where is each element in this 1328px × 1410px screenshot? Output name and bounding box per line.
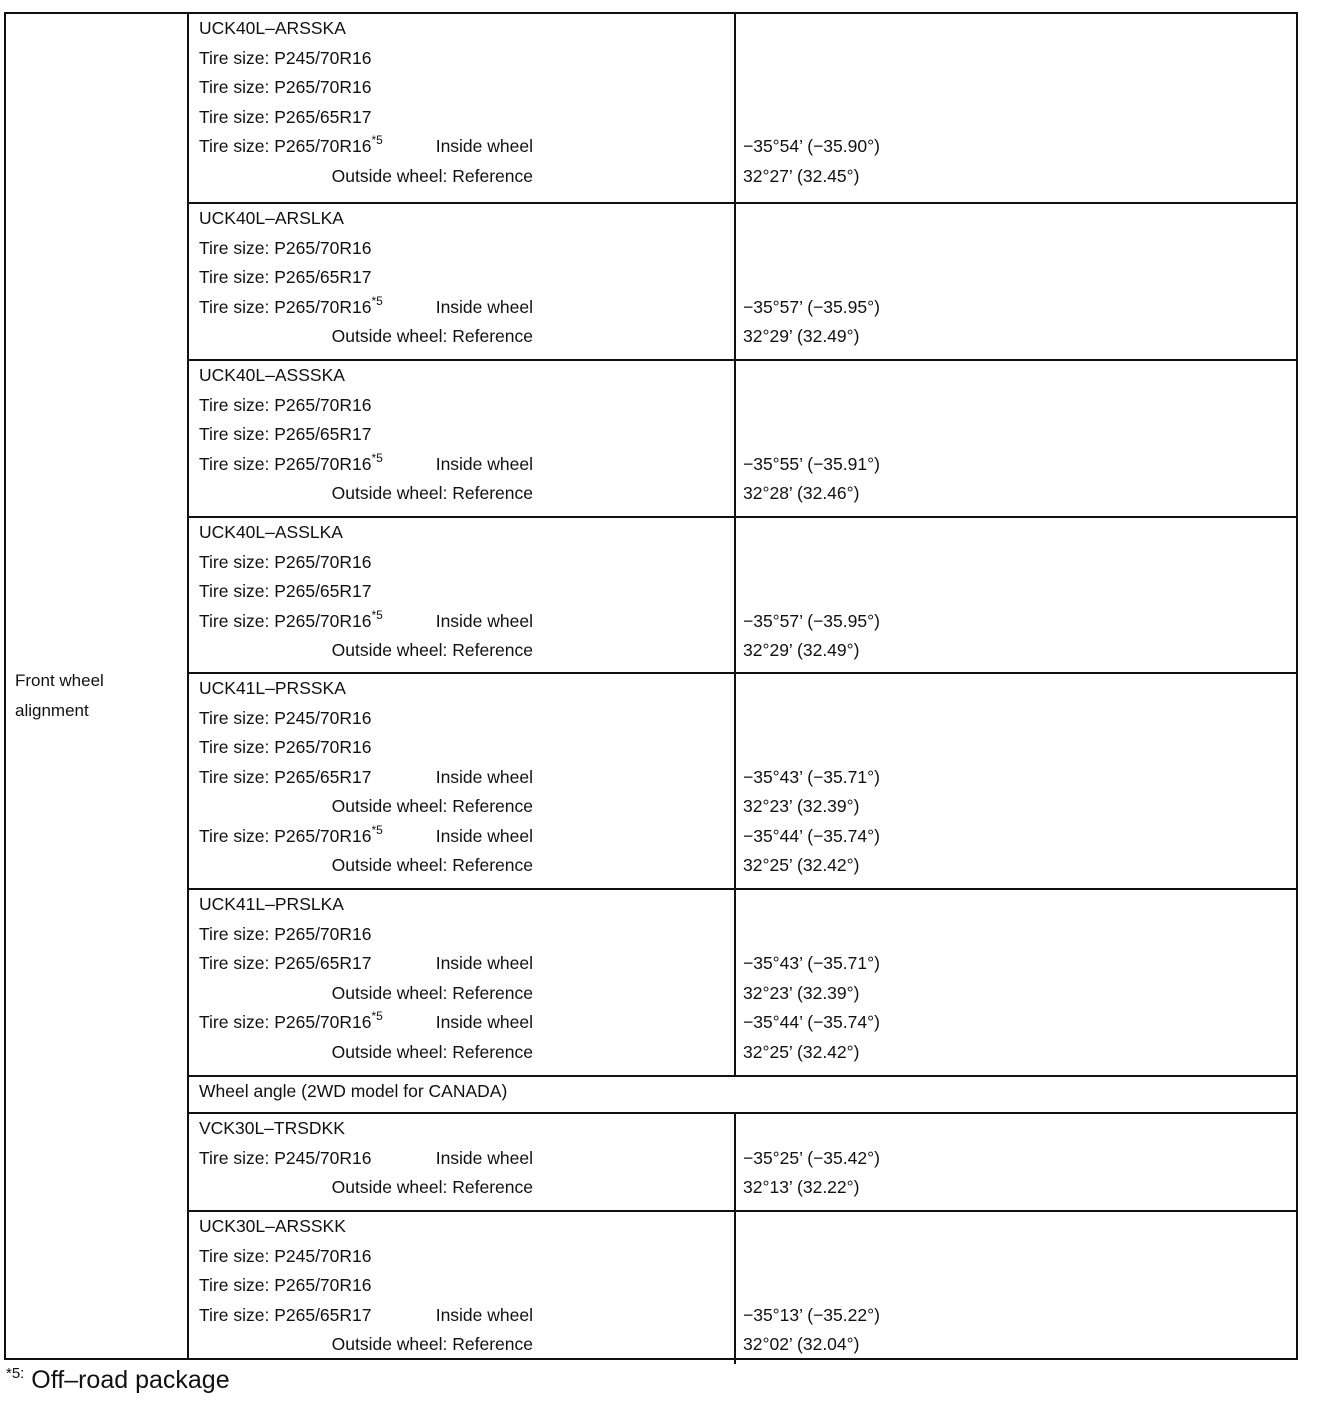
angle-value: 32°25’ (32.42°) [743,855,860,875]
angle-value: −35°13’ (−35.22°) [743,1304,880,1325]
model-code-line [189,890,1296,920]
spec-line [189,851,1296,881]
tire-size-with-note [199,293,383,318]
spec-line [189,450,1296,480]
label-column [6,14,189,1358]
tire-size: Tire size: P265/70R16 [199,737,372,757]
angle-value: 32°27’ (32.45°) [743,165,860,186]
model-code: UCK41L–PRSLKA [199,894,344,914]
angle-value: −35°55’ (−35.91°) [743,453,880,474]
wheel-position: Outside wheel: Reference [331,1041,533,1062]
model-block [189,672,1296,888]
spec-line [189,1008,1296,1038]
angle-value: −35°57’ (−35.95°) [743,296,880,317]
tire-size: Tire size: P265/70R16 [199,825,372,846]
tire-size: Tire size: P265/70R16 [199,136,372,156]
spec-line [189,949,1296,979]
model-block [189,1210,1296,1364]
row-label [15,666,104,725]
spec-line [189,636,1296,666]
model-code: VCK30L–TRSDKK [199,1118,345,1138]
wheel-position: Outside wheel: Reference [331,483,533,503]
wheel-position: Outside wheel: Reference [331,1334,533,1354]
wheel-position: Inside wheel [435,1304,533,1325]
spec-line [189,44,1296,74]
spec-line [189,391,1296,421]
wheel-position: Outside wheel: Reference [331,982,533,1003]
tire-size: Tire size: P265/70R16 [199,237,372,258]
spec-line [189,322,1296,352]
angle-value: 32°23’ (32.39°) [743,982,860,1003]
angle-value: −35°25’ (−35.42°) [743,1147,880,1168]
angle-value: 32°23’ (32.39°) [743,796,860,816]
tire-size: Tire size: P245/70R16 [199,707,372,728]
tire-size-with-note [199,133,383,157]
angle-value: 32°25’ (32.42°) [743,1041,860,1062]
wheel-position: Outside wheel: Reference [331,855,533,875]
tire-size: Tire size: P265/65R17 [199,267,372,287]
spec-line [189,234,1296,264]
spec-line [189,704,1296,734]
model-block [189,202,1296,359]
angle-value: −35°43’ (−35.71°) [743,766,880,787]
model-block [189,359,1296,516]
spec-line [189,1173,1296,1203]
model-code-line [189,1114,1296,1144]
model-block [189,516,1296,672]
wheel-position: Inside wheel [435,296,533,317]
footnote-ref: *5 [371,450,383,465]
model-code: Wheel angle (2WD model for CANADA) [199,1081,508,1101]
tire-size: Tire size: P265/70R16 [199,551,372,572]
tire-size: Tire size: P265/65R17 [199,424,372,444]
spec-line [189,920,1296,950]
tire-size: Tire size: P265/70R16 [199,296,372,317]
spec-line [189,1144,1296,1174]
angle-value: 32°02’ (32.04°) [743,1334,860,1354]
spec-line [189,1242,1296,1272]
alignment-table [4,12,1298,1360]
wheel-position: Outside wheel: Reference [331,1177,533,1197]
tire-size: Tire size: P265/70R16 [199,610,372,631]
footnote-ref: *5 [371,1009,383,1024]
spec-line [189,979,1296,1009]
tire-size: Tire size: P245/70R16 [199,47,372,68]
row-label-line: alignment [15,700,89,720]
tire-size: Tire size: P265/65R17 [199,766,372,787]
spec-line [189,822,1296,852]
angle-value: 32°28’ (32.46°) [743,483,860,503]
tire-size: Tire size: P245/70R16 [199,1245,372,1266]
footnote-ref: *5 [371,607,383,622]
wheel-position: Outside wheel: Reference [331,165,533,186]
spec-line [189,162,1296,192]
tire-size: Tire size: P245/70R16 [199,1147,372,1168]
spec-line [189,607,1296,637]
tire-size: Tire size: P265/70R16 [199,1012,372,1032]
spec-line [189,548,1296,578]
model-code-line [189,518,1296,548]
model-block [189,888,1296,1075]
spec-line [189,1301,1296,1331]
model-code: UCK30L–ARSSKK [199,1216,346,1236]
row-label-line: Front wheel [15,671,104,690]
tire-size: Tire size: P265/70R16 [199,923,372,944]
wheel-position: Inside wheel [435,136,533,156]
tire-size: Tire size: P265/70R16 [199,394,372,415]
spec-line [189,1038,1296,1068]
spec-line [189,263,1296,293]
angle-value: −35°44’ (−35.74°) [743,1012,880,1032]
wheel-position: Inside wheel [435,825,533,846]
wheel-position: Inside wheel [435,453,533,474]
spec-line [189,1271,1296,1301]
footnote-text: Off–road package [24,1366,230,1394]
spec-line [189,103,1296,133]
wheel-position: Inside wheel [435,610,533,631]
wheel-position: Outside wheel: Reference [331,640,533,660]
model-code: UCK40L–ARSSKA [199,18,346,38]
angle-value: 32°29’ (32.49°) [743,326,860,346]
wheel-position: Outside wheel: Reference [331,796,533,816]
footnote [6,1366,230,1395]
footnote-ref: *5 [371,293,383,308]
angle-value: −35°57’ (−35.95°) [743,610,880,631]
angle-value: −35°54’ (−35.90°) [743,136,880,156]
model-block [189,1112,1296,1210]
tire-size-with-note [199,1009,383,1033]
tire-size: Tire size: P265/65R17 [199,1304,372,1325]
footnote-mark: *5: [6,1364,25,1382]
spec-line [189,293,1296,323]
spec-line [189,577,1296,607]
spec-line [189,479,1296,509]
tire-size-with-note [199,607,383,632]
wheel-position: Inside wheel [435,766,533,787]
tire-size: Tire size: P265/65R17 [199,581,372,601]
tire-size: Tire size: P265/70R16 [199,453,372,474]
angle-value: 32°13’ (32.22°) [743,1177,860,1197]
model-code: UCK40L–ASSSKA [199,365,345,385]
spec-line [189,763,1296,793]
angle-value: −35°44’ (−35.74°) [743,825,880,846]
spec-content [189,14,1296,1358]
model-code-line [189,14,1296,44]
wheel-position: Inside wheel [435,1012,533,1032]
tire-size: Tire size: P265/65R17 [199,953,372,973]
model-code: UCK41L–PRSSKA [199,678,346,698]
wheel-position: Inside wheel [435,1147,533,1168]
model-code-line [189,361,1296,391]
model-code: UCK40L–ARSLKA [199,208,344,228]
tire-size-with-note [199,450,383,475]
footnote-ref: *5 [371,133,383,148]
model-code: UCK40L–ASSLKA [199,522,343,542]
wheel-position: Outside wheel: Reference [331,326,533,346]
spec-line [189,792,1296,822]
tire-size: Tire size: P265/65R17 [199,106,372,127]
tire-size-with-note [199,822,383,847]
angle-value: −35°43’ (−35.71°) [743,953,880,973]
wheel-position: Inside wheel [435,953,533,973]
model-code-line [189,674,1296,704]
model-code-line [189,204,1296,234]
model-block [189,14,1296,202]
model-code-line [189,1077,1296,1107]
angle-value: 32°29’ (32.49°) [743,640,860,660]
tire-size: Tire size: P265/70R16 [199,1275,372,1295]
model-code-line [189,1212,1296,1242]
spec-line [189,420,1296,450]
section-heading-row [189,1075,1296,1112]
footnote-ref: *5 [371,822,383,837]
spec-line [189,132,1296,162]
spec-line [189,733,1296,763]
spec-line [189,1330,1296,1360]
tire-size: Tire size: P265/70R16 [199,77,372,97]
spec-line [189,73,1296,103]
